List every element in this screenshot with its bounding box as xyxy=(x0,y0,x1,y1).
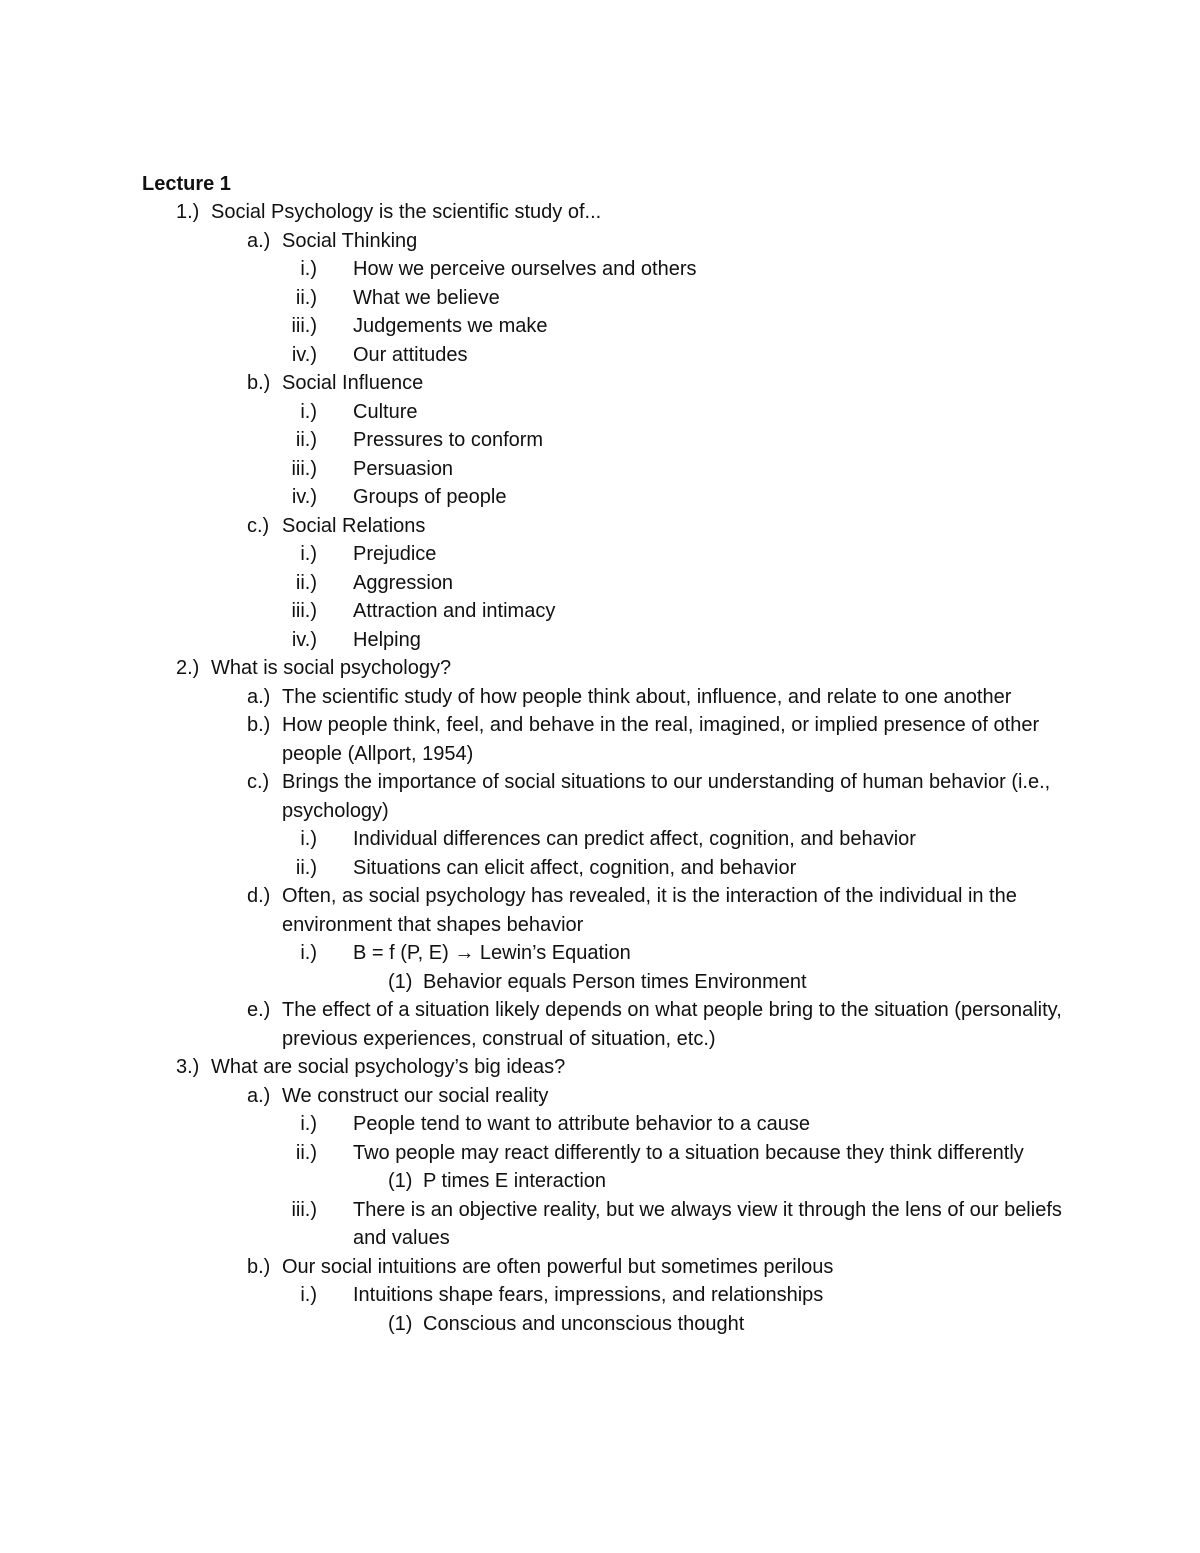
outline-marker: b.) xyxy=(247,714,271,736)
outline-item-level-3 xyxy=(0,341,1200,370)
outline-text: There is an objective reality, but we always view it through the lens of our beliefs and values xyxy=(353,1198,1062,1249)
outline-text: Prejudice xyxy=(353,543,437,565)
outline-text: Social Thinking xyxy=(282,229,418,252)
outline-text: Social Influence xyxy=(282,372,424,394)
outline-marker: 2.) xyxy=(176,657,200,679)
outline-text: Often, as social psychology has revealed, it is the interaction of the individual in the environment that shapes behavior xyxy=(282,885,1017,936)
outline-marker: c.) xyxy=(247,771,270,793)
outline-item-level-3 xyxy=(0,569,1200,598)
sub-outline xyxy=(0,1110,1200,1253)
outline-item-level-3 xyxy=(0,540,1200,569)
outline-marker: 3.) xyxy=(176,1056,200,1078)
outline-marker: iv.) xyxy=(291,486,317,508)
outline-marker: i.) xyxy=(300,1113,317,1135)
outline-item-level-2 xyxy=(0,369,1200,512)
outline-text: Judgements we make xyxy=(353,315,548,337)
outline-marker: 1.) xyxy=(176,201,200,223)
outline-marker: b.) xyxy=(247,372,271,394)
sub-outline xyxy=(0,255,1200,369)
sub-outline xyxy=(0,1281,1200,1338)
outline-marker: (1) xyxy=(388,1312,413,1335)
outline-text: Social Psychology is the scientific study of... xyxy=(211,201,602,223)
outline-marker: iii.) xyxy=(291,1198,317,1221)
outline-item-level-2 xyxy=(0,683,1200,712)
outline-item-level-3 xyxy=(0,483,1200,512)
outline-text: The scientific study of how people think about, influence, and relate to one another xyxy=(282,685,1012,708)
outline-marker: i.) xyxy=(300,543,317,565)
outline-text: Two people may react differently to a situation because they think differently xyxy=(353,1141,1024,1164)
outline-text: What we believe xyxy=(353,286,500,309)
sub-outline xyxy=(0,825,1200,882)
outline-item-level-3 xyxy=(0,1110,1200,1139)
outline-item-level-2 xyxy=(0,1253,1200,1339)
outline-text: How people think, feel, and behave in the real, imagined, or implied presence of other people (Allport, 1954) xyxy=(282,714,1040,765)
outline-marker: d.) xyxy=(247,885,271,907)
outline-item-level-3 xyxy=(0,1196,1200,1253)
outline-text: The effect of a situation likely depends on what people bring to the situation (personality, previous experiences, construal of situation, etc.) xyxy=(282,999,1062,1050)
outline-text: What is social psychology? xyxy=(211,657,452,679)
outline-item-level-2 xyxy=(0,1082,1200,1253)
outline-text: Persuasion xyxy=(353,457,454,480)
sub-outline xyxy=(0,1082,1200,1339)
outline-item-level-1 xyxy=(0,654,1200,1053)
outline-item-level-3 xyxy=(0,455,1200,484)
outline-marker: iv.) xyxy=(291,628,317,651)
outline-text: Intuitions shape fears, impressions, and relationships xyxy=(353,1284,824,1306)
outline-item-level-3 xyxy=(0,597,1200,626)
outline-marker: i.) xyxy=(300,1284,317,1306)
sub-outline xyxy=(0,398,1200,512)
outline-item-level-3 xyxy=(0,939,1200,996)
outline-marker: ii.) xyxy=(295,856,317,879)
outline-item-level-3 xyxy=(0,626,1200,655)
outline-text: Culture xyxy=(353,400,418,423)
outline-text: Helping xyxy=(353,628,421,651)
outline-marker: i.) xyxy=(300,400,317,423)
outline-marker: a.) xyxy=(247,229,271,252)
outline-item-level-2 xyxy=(0,882,1200,996)
document-title: Lecture 1 xyxy=(142,173,231,195)
outline-text: Pressures to conform xyxy=(353,429,544,451)
outline-item-level-2 xyxy=(0,512,1200,655)
sub-outline xyxy=(0,227,1200,655)
outline-marker: (1) xyxy=(388,1170,413,1192)
outline-marker: iii.) xyxy=(291,600,317,622)
outline-item-level-2 xyxy=(0,711,1200,768)
outline-marker: i.) xyxy=(300,942,317,964)
outline-item-level-3 xyxy=(0,255,1200,284)
outline-item-level-3 xyxy=(0,1281,1200,1338)
sub-outline xyxy=(0,939,1200,996)
outline-marker: ii.) xyxy=(295,429,317,451)
outline-text: P times E interaction xyxy=(423,1170,607,1192)
outline-marker: iii.) xyxy=(291,315,317,337)
outline-marker: b.) xyxy=(247,1255,271,1278)
outline-item-level-2 xyxy=(0,768,1200,882)
outline-item-level-3 xyxy=(0,854,1200,883)
outline-item-level-3 xyxy=(0,426,1200,455)
outline-marker: i.) xyxy=(300,258,317,280)
outline-text: Our social intuitions are often powerful but sometimes perilous xyxy=(282,1255,834,1278)
outline-text: How we perceive ourselves and others xyxy=(353,258,697,280)
outline-marker: (1) xyxy=(388,970,413,993)
outline-item-level-1 xyxy=(0,198,1200,654)
outline-marker: a.) xyxy=(247,685,271,708)
outline-item-level-3 xyxy=(0,825,1200,854)
outline-text: Individual differences can predict affect, cognition, and behavior xyxy=(353,828,916,850)
outline-text: Social Relations xyxy=(282,514,426,537)
outline-marker: e.) xyxy=(247,999,271,1021)
sub-outline xyxy=(0,1167,1200,1196)
outline-marker: ii.) xyxy=(295,286,317,309)
outline-marker: ii.) xyxy=(295,571,317,594)
outline-marker: i.) xyxy=(300,828,317,850)
outline-item-level-3 xyxy=(0,398,1200,427)
outline-text: Behavior equals Person times Environment xyxy=(423,970,807,993)
outline-text: Groups of people xyxy=(353,486,507,508)
outline-item-level-4 xyxy=(0,1167,1200,1196)
sub-outline xyxy=(0,1310,1200,1339)
outline-marker: c.) xyxy=(247,514,270,537)
outline-marker: ii.) xyxy=(295,1141,317,1164)
outline-item-level-4 xyxy=(0,968,1200,997)
outline-item-level-3 xyxy=(0,312,1200,341)
outline-text: We construct our social reality xyxy=(282,1084,549,1107)
outline-text: Conscious and unconscious thought xyxy=(423,1312,745,1335)
outline-text: What are social psychology’s big ideas? xyxy=(211,1056,566,1078)
sub-outline xyxy=(0,683,1200,1054)
outline-item-level-4 xyxy=(0,1310,1200,1339)
outline-marker: a.) xyxy=(247,1084,271,1107)
sub-outline xyxy=(0,968,1200,997)
lecture-outline xyxy=(0,198,1200,1338)
outline-text: B = f (P, E) → Lewin’s Equation xyxy=(353,942,631,964)
outline-item-level-2 xyxy=(0,227,1200,370)
sub-outline xyxy=(0,540,1200,654)
outline-item-level-1 xyxy=(0,1053,1200,1338)
outline-item-level-3 xyxy=(0,284,1200,313)
outline-item-level-3 xyxy=(0,1139,1200,1196)
outline-text: Brings the importance of social situations to our understanding of human behavior (i.e., psychology) xyxy=(282,771,1051,822)
outline-text: Situations can elicit affect, cognition, and behavior xyxy=(353,856,797,879)
outline-item-level-2 xyxy=(0,996,1200,1053)
outline-marker: iv.) xyxy=(291,343,317,366)
outline-text: Our attitudes xyxy=(353,343,468,366)
outline-text: People tend to want to attribute behavior to a cause xyxy=(353,1113,810,1135)
outline-text: Attraction and intimacy xyxy=(353,600,556,622)
outline-marker: iii.) xyxy=(291,457,317,480)
outline-text: Aggression xyxy=(353,571,454,594)
